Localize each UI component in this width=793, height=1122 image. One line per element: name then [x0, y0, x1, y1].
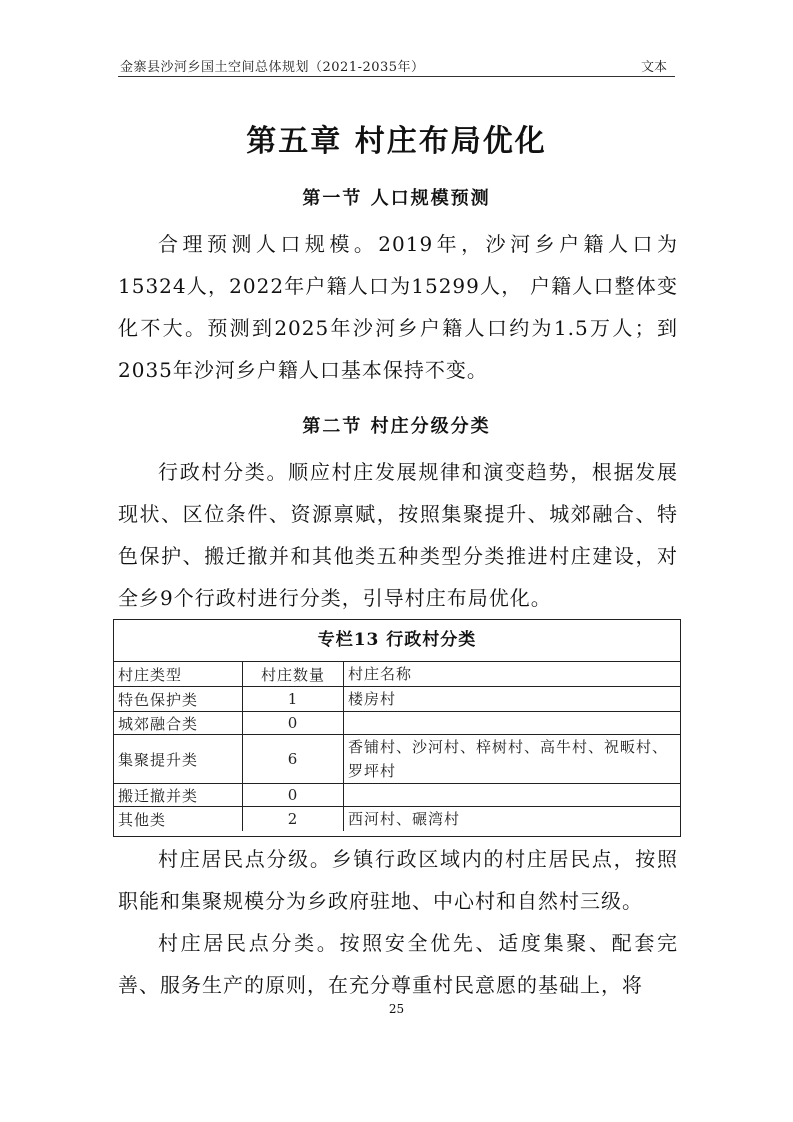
column-title: 专栏13 行政村分类 — [114, 620, 680, 662]
cell-village-type: 其他类 — [114, 807, 243, 832]
cell-village-type: 搬迁撤并类 — [114, 784, 243, 807]
cell-village-type: 特色保护类 — [114, 687, 243, 712]
header-cell-names: 村庄名称 — [344, 662, 681, 687]
cell-village-names: 香铺村、沙河村、梓树村、高牛村、祝畈村、罗坪村 — [344, 735, 681, 784]
page-number: 25 — [388, 1002, 405, 1016]
table-row — [114, 687, 680, 712]
village-classification-table — [114, 662, 680, 831]
document-title: 金寨县沙河乡国土空间总体规划（2021-2035年） — [120, 60, 425, 75]
section-title-population: 第一节 人口规模预测 — [302, 188, 491, 209]
section-title-village-classification: 第二节 村庄分级分类 — [302, 416, 491, 437]
table-row — [114, 735, 680, 784]
cell-village-count: 6 — [243, 735, 344, 784]
paragraph-settlement-grading: 村庄居民点分级。乡镇行政区域内的村庄居民点，按照职能和集聚规模分为乡政府驻地、中心村和自然村三级。 — [118, 847, 678, 913]
cell-village-names: 西河村、碾湾村 — [344, 807, 681, 832]
column-box-village-types — [113, 619, 681, 837]
document-type: 文本 — [640, 60, 667, 75]
cell-village-names — [344, 784, 681, 807]
cell-village-count: 0 — [243, 712, 344, 735]
cell-village-count: 2 — [243, 807, 344, 832]
cell-village-names: 楼房村 — [344, 687, 681, 712]
cell-village-type: 城郊融合类 — [114, 712, 243, 735]
cell-village-type: 集聚提升类 — [114, 735, 243, 784]
cell-village-count: 0 — [243, 784, 344, 807]
header-cell-type: 村庄类型 — [114, 662, 243, 687]
cell-village-count: 1 — [243, 687, 344, 712]
paragraph-village-classification: 行政村分类。顺应村庄发展规律和演变趋势，根据发展现状、区位条件、资源禀赋，按照集聚提升、城郊融合、特色保护、搬迁撤并和其他类五种类型分类推进村庄建设，对全乡9个行政村进行分类，引导村庄布局优化。 — [118, 460, 678, 610]
paragraph-settlement-classification: 村庄居民点分类。按照安全优先、适度集聚、配套完善、服务生产的原则，在充分尊重村民意愿的基础上，将 — [118, 931, 678, 997]
table-header-row — [114, 662, 680, 687]
header-cell-count: 村庄数量 — [243, 662, 344, 687]
cell-village-names — [344, 712, 681, 735]
table-row — [114, 807, 680, 832]
chapter-title: 第五章 村庄布局优化 — [246, 124, 547, 159]
table-row — [114, 784, 680, 807]
header-divider — [118, 76, 675, 77]
table-row — [114, 712, 680, 735]
paragraph-population-forecast: 合理预测人口规模。2019年，沙河乡户籍人口为15324人，2022年户籍人口为15299人， 户籍人口整体变化不大。预测到2025年沙河乡户籍人口约为1.5万人；到2035年沙河乡户籍人口基本保持不变。 — [118, 232, 678, 382]
page-header — [118, 54, 675, 76]
